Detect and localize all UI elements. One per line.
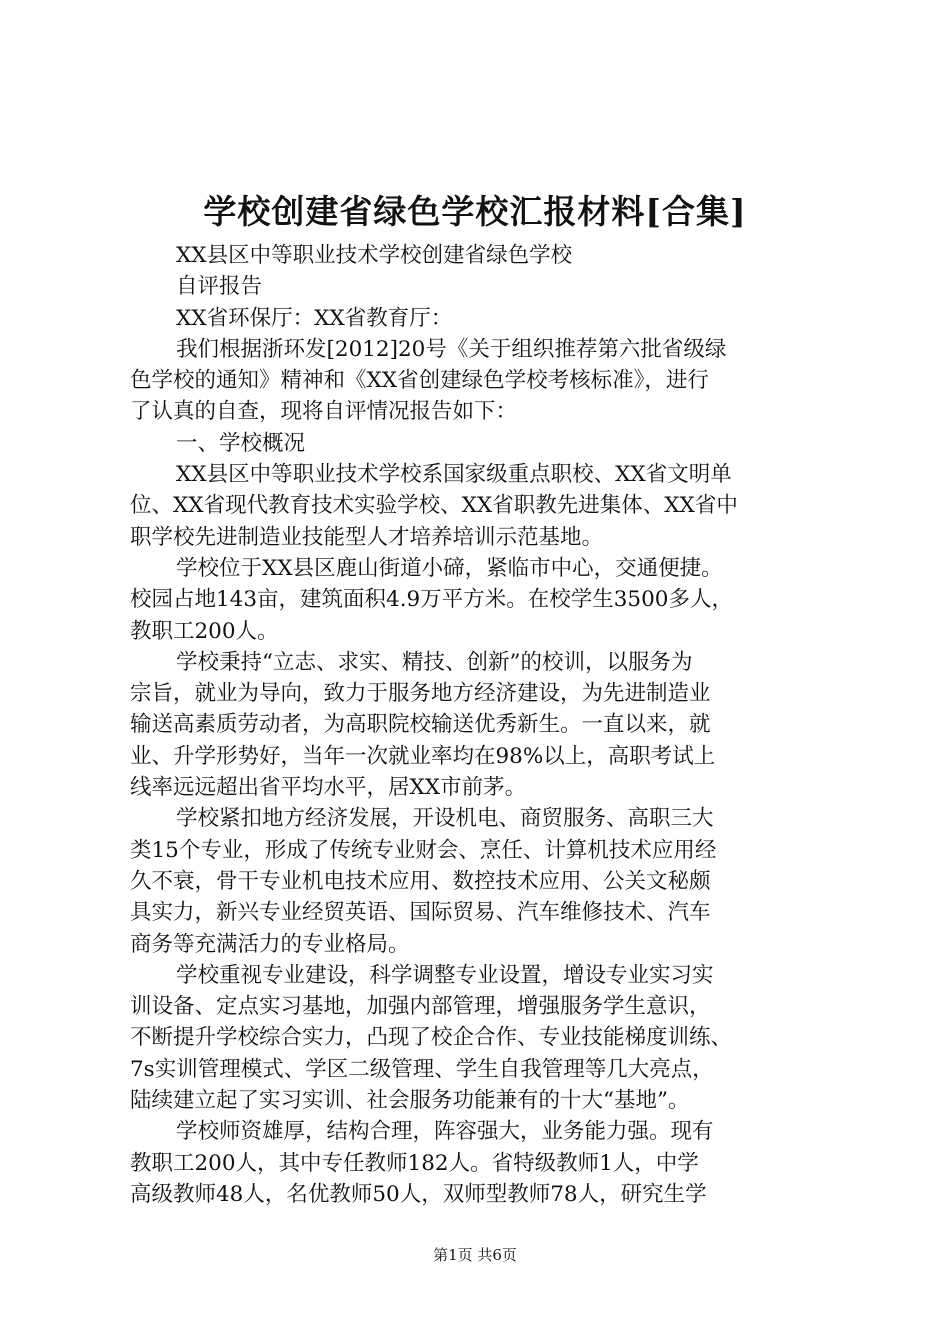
document-title: 学校创建省绿色学校汇报材料[合集] — [203, 192, 747, 231]
text-line: 输送高素质劳动者，为高职院校输送优秀新生。一直以来，就 — [130, 712, 711, 738]
text-line: 7s实训管理模式、学区二级管理、学生自我管理等几大亮点， — [130, 1056, 714, 1082]
text-line: 了认真的自查，现将自评情况报告如下： — [130, 399, 518, 425]
text-line: 学校秉持“立志、求实、精技、创新”的校训，以服务为 — [176, 649, 693, 675]
text-line: 商务等充满活力的专业格局。 — [130, 931, 410, 957]
text-line: 不断提升学校综合实力，凸现了校企合作、专业技能梯度训练、 — [130, 1025, 733, 1051]
page-footer: 第1页 共6页 — [433, 1246, 517, 1264]
text-line: 校园占地143亩，建筑面积4.9万平方米。在校学生3500多人， — [130, 587, 733, 613]
text-line: XX省环保厅：XX省教育厅： — [176, 305, 453, 331]
text-line: 学校位于XX县区鹿山街道小碲，紧临市中心，交通便捷。 — [176, 555, 723, 581]
text-line: 学校重视专业建设，科学调整专业设置，增设专业实习实 — [176, 962, 714, 988]
text-line: 教职工200人。 — [130, 618, 279, 644]
text-line: 陆续建立起了实习实训、社会服务功能兼有的十大“基地”。 — [130, 1088, 690, 1114]
text-line: 职学校先进制造业技能型人才培养培训示范基地。 — [130, 524, 604, 550]
text-line: 学校紧扣地方经济发展，开设机电、商贸服务、高职三大 — [176, 806, 714, 832]
document-body — [130, 240, 830, 1210]
text-line: 教职工200人，其中专任教师182人。省特级教师1人，中学 — [130, 1150, 699, 1176]
text-line: 宗旨，就业为导向，致力于服务地方经济建设，为先进制造业 — [130, 681, 711, 707]
text-line: 久不衰，骨干专业机电技术应用、数控技术应用、公关文秘颇 — [130, 868, 711, 894]
text-line: 学校师资雄厚，结构合理，阵容强大，业务能力强。现有 — [176, 1119, 714, 1145]
text-line: 色学校的通知》精神和《XX省创建绿色学校考核标准》，进行 — [130, 368, 709, 394]
text-line: 训设备、定点实习基地，加强内部管理，增强服务学生意识， — [130, 994, 711, 1020]
text-line: 业、升学形势好，当年一次就业率均在98%以上，高职考试上 — [130, 743, 716, 769]
text-line: 自评报告 — [176, 274, 263, 300]
text-line: XX县区中等职业技术学校系国家级重点职校、XX省文明单 — [176, 462, 732, 488]
text-line: 高级教师48人，名优教师50人，双师型教师78人，研究生学 — [130, 1181, 707, 1207]
text-line: 线率远远超出省平均水平，居XX市前茅。 — [130, 775, 527, 801]
text-line: 位、XX省现代教育技术实验学校、XX省职教先进集体、XX省中 — [130, 493, 738, 519]
text-line: 我们根据浙环发[2012]20号《关于组织推荐第六批省级绿 — [176, 336, 727, 362]
text-line: 具实力，新兴专业经贸英语、国际贸易、汽车维修技术、汽车 — [130, 900, 711, 926]
text-line: 一、学校概况 — [176, 430, 306, 456]
text-line: 类15个专业，形成了传统专业财会、烹任、计算机技术应用经 — [130, 837, 717, 863]
text-line: XX县区中等职业技术学校创建省绿色学校 — [176, 243, 573, 268]
